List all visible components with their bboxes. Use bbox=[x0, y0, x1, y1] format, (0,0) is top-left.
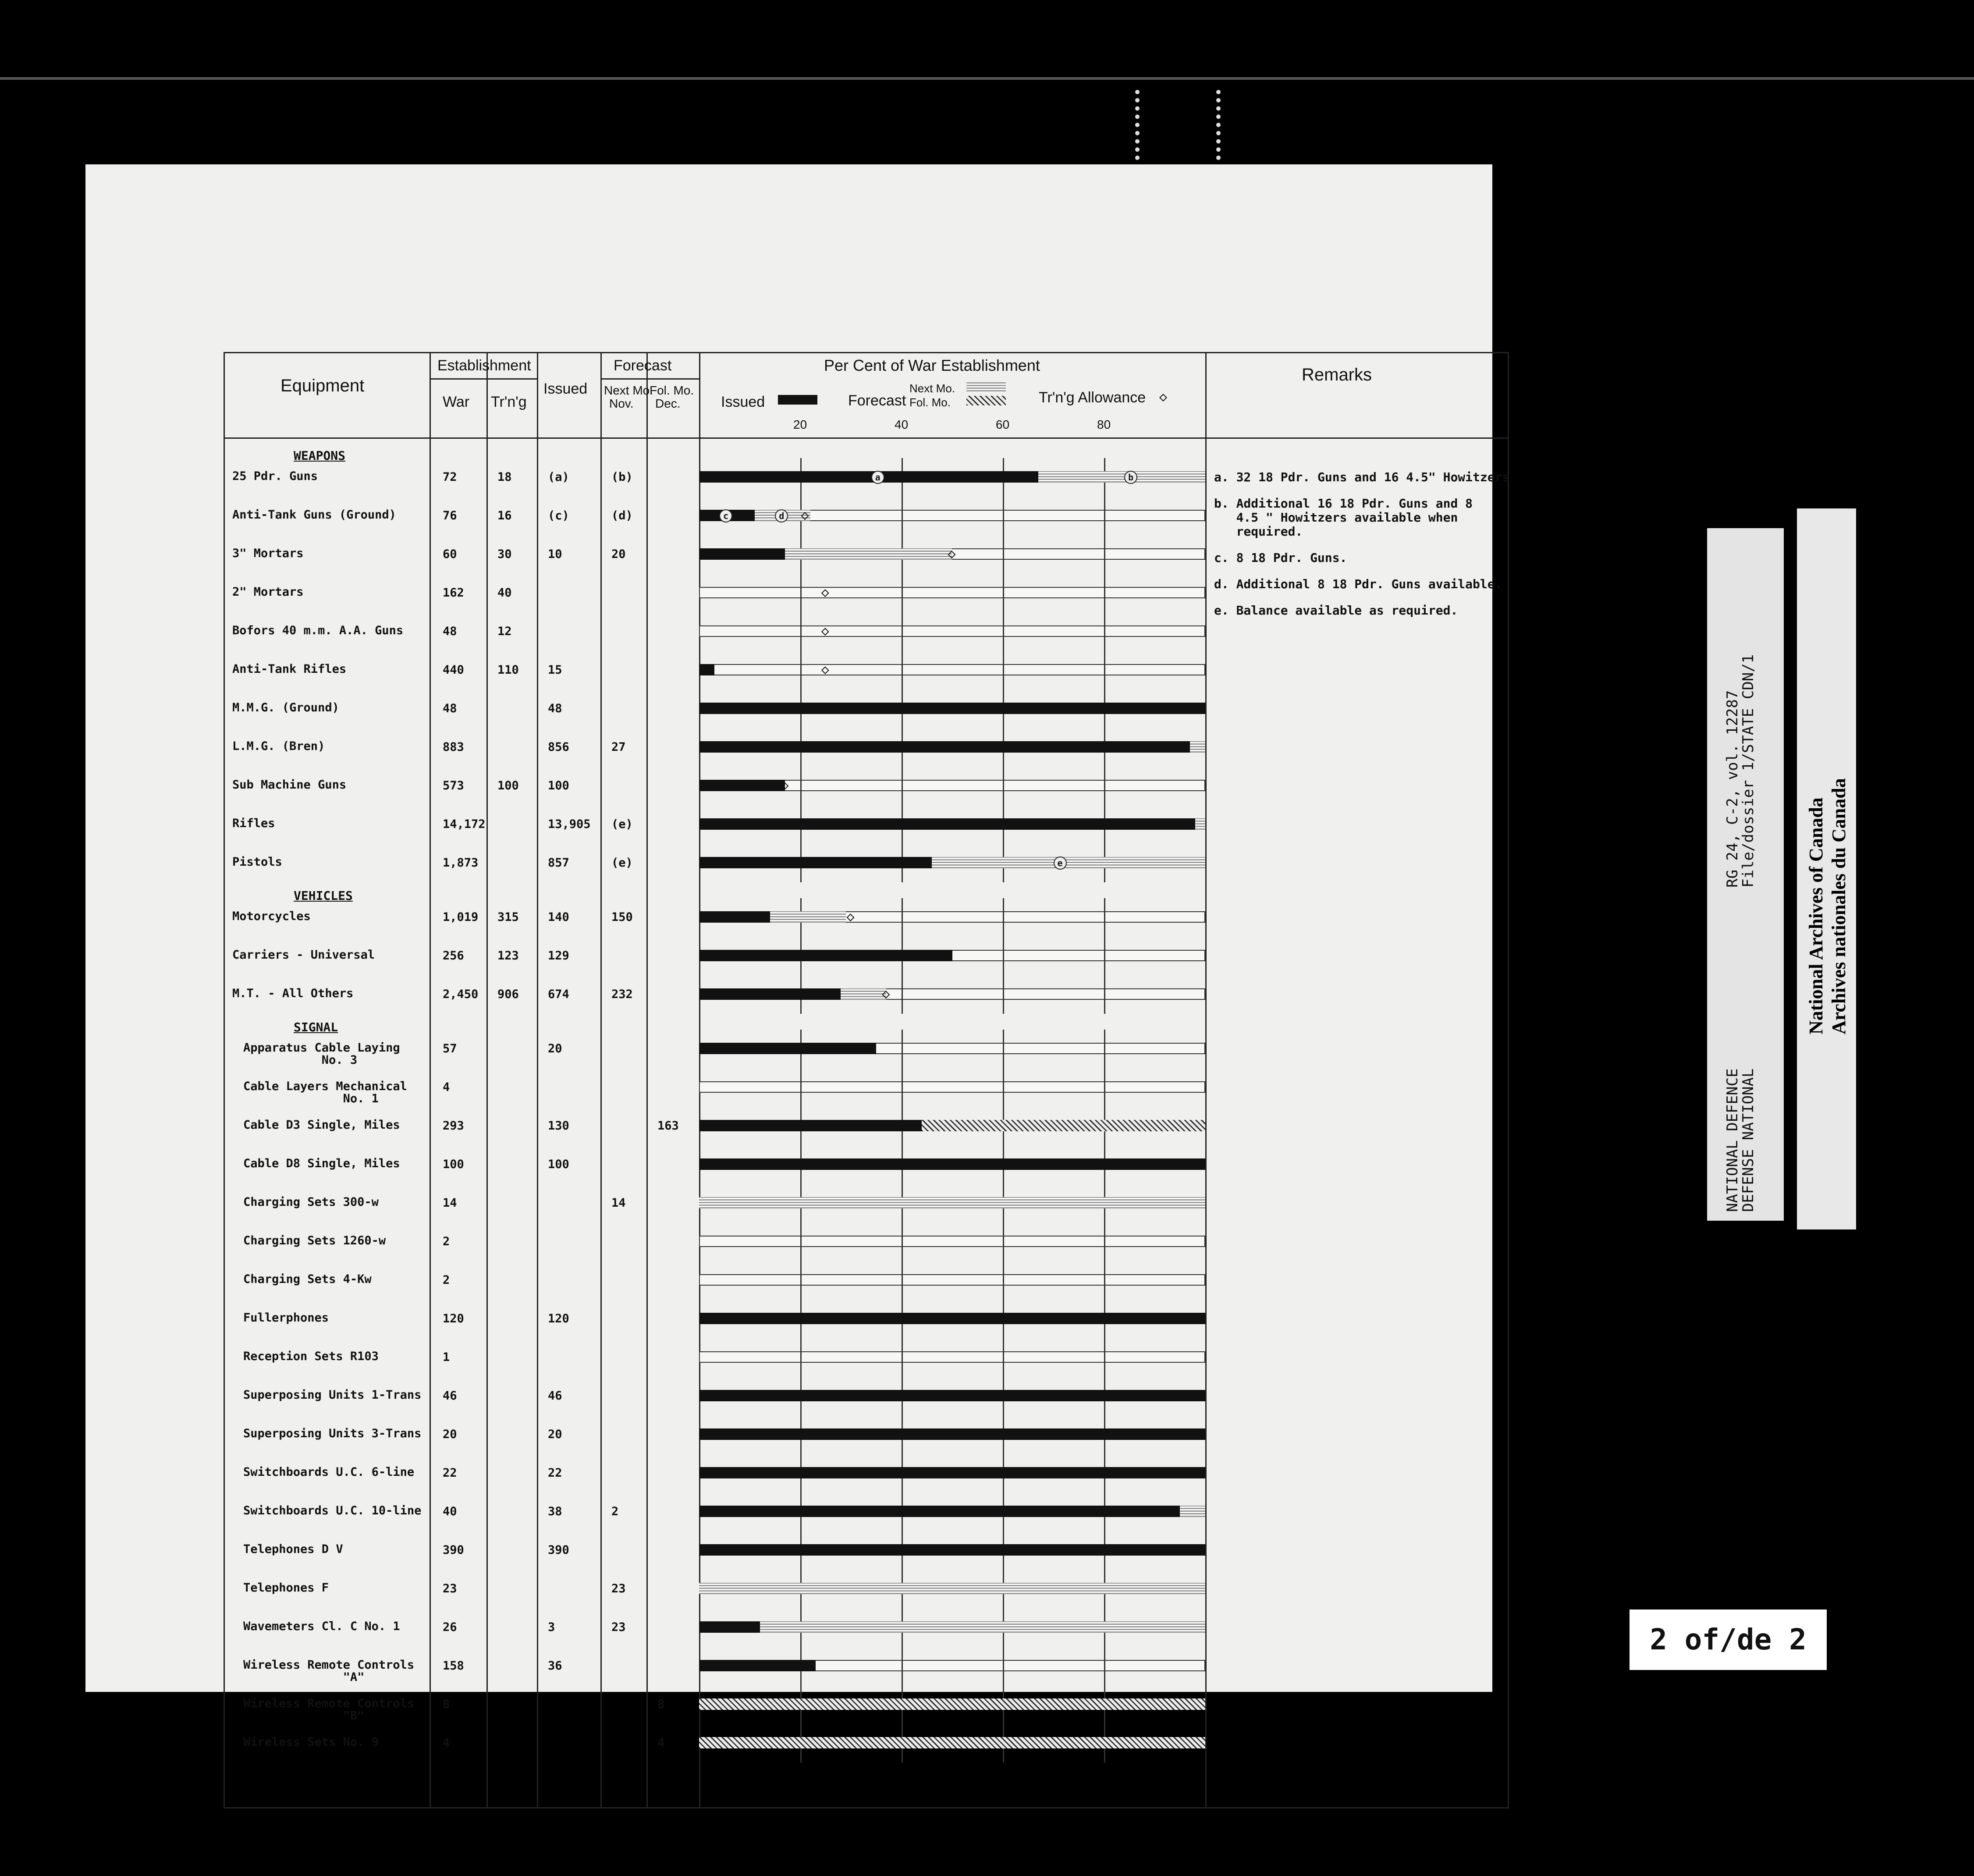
grid-tick bbox=[1003, 898, 1004, 937]
bar-issued bbox=[699, 664, 714, 675]
row-forecast-dec: 163 bbox=[657, 1119, 679, 1133]
archive-reference bbox=[1725, 654, 1756, 888]
row-equipment: Switchboards U.C. 10-line bbox=[243, 1504, 422, 1517]
grid-tick bbox=[1104, 937, 1105, 975]
header-subrule bbox=[600, 378, 699, 380]
row-forecast-nov: 23 bbox=[611, 1620, 626, 1634]
column-rule bbox=[430, 352, 431, 1808]
row-trng: 315 bbox=[497, 910, 519, 924]
grid-tick bbox=[1003, 1030, 1004, 1068]
row-equipment: Wireless Remote Controls "A" bbox=[243, 1658, 415, 1684]
grid-tick bbox=[902, 651, 903, 689]
bar-issued bbox=[699, 548, 785, 560]
bar-issued bbox=[699, 703, 1205, 714]
header-issued: Issued bbox=[543, 380, 588, 397]
row-equipment: Motorcycles bbox=[232, 910, 311, 923]
row-equipment: Telephones D V bbox=[243, 1542, 343, 1556]
column-rule bbox=[537, 352, 538, 1808]
row-war: 4 bbox=[443, 1736, 450, 1750]
header-subrule bbox=[430, 378, 537, 380]
trng-allowance-diamond-icon: ◇ bbox=[846, 909, 855, 924]
row-issued: 129 bbox=[548, 949, 569, 963]
row-equipment: Reception Sets R103 bbox=[243, 1350, 379, 1363]
row-forecast-nov: 27 bbox=[611, 740, 626, 754]
bar-track bbox=[699, 664, 1205, 675]
row-equipment: Switchboards U.C. 6-line bbox=[243, 1465, 415, 1479]
column-rule bbox=[224, 352, 225, 1808]
archives-title bbox=[1805, 778, 1850, 1034]
grid-tick bbox=[1003, 1222, 1004, 1261]
row-war: 20 bbox=[443, 1428, 457, 1441]
grid-tick bbox=[1104, 898, 1105, 937]
grid-tick bbox=[902, 1222, 903, 1261]
legend-trng-diamond-icon: ◇ bbox=[1159, 389, 1168, 405]
grid-tick bbox=[1104, 1261, 1105, 1300]
header-bottom-rule bbox=[224, 437, 1508, 439]
grid-tick bbox=[1003, 767, 1004, 805]
row-forecast-nov: (e) bbox=[611, 817, 633, 831]
trng-allowance-diamond-icon: ◇ bbox=[821, 469, 829, 484]
row-war: 76 bbox=[443, 509, 457, 522]
reference-line: File/dossier 1/STATE CDN/1 bbox=[1740, 654, 1757, 888]
legend-issued-swatch bbox=[778, 395, 817, 405]
row-war: 48 bbox=[443, 625, 457, 638]
row-war: 100 bbox=[443, 1158, 464, 1171]
header-forecast: Forecast bbox=[614, 357, 672, 374]
column-rule bbox=[1508, 352, 1509, 1808]
row-forecast-nov: 20 bbox=[611, 547, 626, 561]
row-issued: (a) bbox=[548, 470, 569, 484]
row-forecast-dec: 4 bbox=[657, 1736, 665, 1750]
column-rule bbox=[646, 352, 648, 1808]
row-war: 26 bbox=[443, 1620, 457, 1634]
axis-tick-label: 40 bbox=[895, 418, 909, 431]
bar-note-marker: b bbox=[1124, 471, 1137, 484]
row-forecast-nov: (e) bbox=[611, 856, 633, 870]
row-issued: 15 bbox=[548, 663, 562, 677]
department-label bbox=[1725, 1068, 1756, 1212]
trng-allowance-diamond-icon: ◇ bbox=[781, 778, 789, 793]
row-forecast-nov: 150 bbox=[611, 910, 633, 924]
grid-tick bbox=[800, 651, 802, 689]
row-trng: 16 bbox=[497, 509, 512, 522]
archive-reference-strip bbox=[1707, 528, 1784, 1221]
bar-issued bbox=[699, 950, 952, 961]
reference-line: RG 24, C-2, vol. 12287 bbox=[1724, 690, 1741, 888]
row-issued: 100 bbox=[548, 779, 569, 792]
row-trng: 110 bbox=[497, 663, 519, 677]
header-fol-mo: Fol. Mo. bbox=[650, 384, 694, 397]
row-issued: 3 bbox=[548, 1620, 555, 1634]
trng-allowance-diamond-icon: ◇ bbox=[948, 546, 956, 561]
remark-note: b. Additional 16 18 Pdr. Guns and 8 4.5 " Howitzers available when required. bbox=[1214, 496, 1473, 539]
trng-allowance-diamond-icon: ◇ bbox=[821, 623, 829, 639]
grid-tick bbox=[800, 1338, 802, 1377]
row-war: 2 bbox=[443, 1235, 450, 1248]
bar-note-marker: c bbox=[719, 509, 732, 522]
row-war: 72 bbox=[443, 470, 457, 484]
row-issued: 48 bbox=[548, 702, 562, 715]
grid-tick bbox=[902, 1338, 903, 1377]
grid-tick bbox=[800, 612, 802, 651]
grid-tick bbox=[1104, 651, 1105, 689]
axis-tick-label: 60 bbox=[996, 418, 1010, 431]
bar-issued bbox=[699, 1506, 1180, 1517]
row-war: 22 bbox=[443, 1466, 457, 1480]
row-war: 883 bbox=[443, 740, 464, 754]
bar-forecast-next bbox=[699, 1583, 1205, 1594]
bar-forecast-following bbox=[699, 1737, 1205, 1748]
row-issued: 36 bbox=[548, 1659, 562, 1673]
row-war: 57 bbox=[443, 1042, 457, 1055]
section-heading: SIGNAL bbox=[294, 1020, 338, 1034]
legend-next-label: Next Mo. bbox=[909, 382, 955, 395]
grid-tick bbox=[902, 497, 903, 535]
grid-tick bbox=[1003, 975, 1004, 1014]
row-issued: 22 bbox=[548, 1466, 562, 1480]
bar-forecast-next bbox=[1195, 818, 1205, 830]
bar-issued bbox=[699, 988, 841, 1000]
row-equipment: Wireless Sets No. 9 bbox=[243, 1735, 379, 1749]
table-top-rule bbox=[224, 352, 1508, 353]
row-forecast-nov: 2 bbox=[611, 1505, 619, 1518]
grid-tick bbox=[902, 1068, 903, 1107]
grid-tick bbox=[1104, 612, 1105, 651]
row-equipment: Apparatus Cable Laying No. 3 bbox=[243, 1041, 400, 1067]
grid-tick bbox=[1104, 975, 1105, 1014]
remark-note: a. 32 18 Pdr. Guns and 16 4.5" Howitzers bbox=[1214, 470, 1510, 484]
grid-tick bbox=[1003, 1338, 1004, 1377]
remark-note: d. Additional 8 18 Pdr. Guns available. bbox=[1214, 577, 1502, 591]
row-issued: 856 bbox=[548, 740, 569, 754]
grid-tick bbox=[1104, 574, 1105, 612]
row-war: 40 bbox=[443, 1505, 457, 1518]
archives-canada-strip bbox=[1797, 508, 1856, 1229]
row-equipment: 3" Mortars bbox=[232, 547, 304, 560]
row-equipment: Superposing Units 1-Trans bbox=[243, 1388, 422, 1402]
grid-tick bbox=[1104, 535, 1105, 574]
bar-track bbox=[699, 587, 1205, 598]
row-equipment: Anti-Tank Rifles bbox=[232, 662, 347, 676]
archives-name-en: National Archives of Canada bbox=[1805, 797, 1827, 1034]
row-equipment: Superposing Units 3-Trans bbox=[243, 1427, 422, 1440]
row-war: 2 bbox=[443, 1273, 450, 1287]
row-war: 4 bbox=[443, 1080, 450, 1094]
row-equipment: Sub Machine Guns bbox=[232, 778, 347, 792]
row-war: 8 bbox=[443, 1698, 450, 1711]
bar-track bbox=[699, 1274, 1205, 1286]
row-equipment: 25 Pdr. Guns bbox=[232, 469, 318, 483]
row-forecast-nov: 232 bbox=[611, 988, 633, 1001]
bar-forecast-next bbox=[1180, 1506, 1205, 1517]
row-equipment: Bofors 40 m.m. A.A. Guns bbox=[232, 624, 404, 637]
row-equipment: Pistols bbox=[232, 855, 282, 869]
row-war: 14 bbox=[443, 1196, 457, 1210]
grid-tick bbox=[902, 1647, 903, 1685]
row-war: 120 bbox=[443, 1312, 464, 1325]
row-issued: 130 bbox=[548, 1119, 569, 1133]
grid-tick bbox=[1003, 612, 1004, 651]
bar-issued bbox=[699, 818, 1195, 830]
row-war: 1 bbox=[443, 1350, 450, 1364]
department-line: DEFENSE NATIONAL bbox=[1740, 1068, 1757, 1212]
row-equipment: 2" Mortars bbox=[232, 585, 304, 599]
bar-issued bbox=[699, 1158, 1205, 1170]
header-war: War bbox=[443, 394, 470, 410]
page-number-label: 2 of/de 2 bbox=[1630, 1610, 1827, 1670]
legend-forecast-label: Forecast bbox=[848, 392, 906, 409]
grid-tick bbox=[902, 574, 903, 612]
row-equipment: Fullerphones bbox=[243, 1311, 329, 1325]
bar-issued bbox=[699, 911, 770, 923]
row-war: 390 bbox=[443, 1543, 464, 1557]
bar-issued bbox=[699, 1544, 1205, 1556]
row-war: 1,019 bbox=[443, 910, 479, 924]
bar-forecast-following bbox=[699, 1698, 1205, 1710]
row-issued: 857 bbox=[548, 856, 569, 870]
legend-issued-label: Issued bbox=[721, 394, 765, 410]
axis-tick-label: 80 bbox=[1097, 418, 1111, 431]
row-war: 293 bbox=[443, 1119, 464, 1133]
trng-allowance-diamond-icon: ◇ bbox=[882, 986, 890, 1002]
bar-forecast-following bbox=[922, 1120, 1205, 1131]
row-issued: 120 bbox=[548, 1312, 569, 1325]
legend-next-swatch bbox=[966, 382, 1006, 391]
bar-issued bbox=[699, 1120, 922, 1131]
legend-fol-swatch bbox=[966, 396, 1006, 405]
grid-tick bbox=[1104, 1338, 1105, 1377]
row-trng: 906 bbox=[497, 988, 519, 1001]
row-issued: 38 bbox=[548, 1505, 562, 1518]
header-next-mo: Next Mo. bbox=[604, 384, 653, 397]
row-issued: 390 bbox=[548, 1543, 569, 1557]
legend-trng-label: Tr'n'g Allowance bbox=[1039, 389, 1146, 406]
row-equipment: Wireless Remote Controls "B" bbox=[243, 1697, 415, 1723]
row-issued: 100 bbox=[548, 1158, 569, 1171]
film-perforation bbox=[1135, 90, 1155, 160]
row-war: 573 bbox=[443, 779, 464, 792]
row-forecast-nov: (d) bbox=[611, 509, 633, 522]
bar-track bbox=[699, 1081, 1205, 1093]
row-issued: 13,905 bbox=[548, 817, 591, 831]
grid-tick bbox=[800, 574, 802, 612]
row-equipment: Charging Sets 4-Kw bbox=[243, 1272, 372, 1286]
row-issued: 46 bbox=[548, 1389, 562, 1403]
row-equipment: M.M.G. (Ground) bbox=[232, 701, 339, 714]
row-war: 158 bbox=[443, 1659, 464, 1673]
row-equipment: Anti-Tank Guns (Ground) bbox=[232, 508, 396, 522]
bar-track bbox=[699, 1236, 1205, 1247]
grid-tick bbox=[902, 975, 903, 1014]
grid-tick bbox=[1003, 937, 1004, 975]
header-dec: Dec. bbox=[655, 397, 681, 410]
row-forecast-nov: 14 bbox=[611, 1196, 626, 1210]
bar-note-marker: d bbox=[775, 509, 788, 522]
grid-tick bbox=[902, 767, 903, 805]
row-equipment: M.T. - All Others bbox=[232, 987, 354, 1000]
row-issued: 10 bbox=[548, 547, 562, 561]
department-line: NATIONAL DEFENCE bbox=[1724, 1068, 1741, 1212]
row-forecast-nov: (b) bbox=[611, 470, 633, 484]
row-trng: 40 bbox=[497, 586, 512, 600]
bar-issued bbox=[699, 1621, 760, 1633]
grid-tick bbox=[1104, 1030, 1105, 1068]
bar-issued bbox=[699, 1467, 1205, 1478]
bar-forecast-next bbox=[760, 1621, 1205, 1633]
grid-tick bbox=[800, 1222, 802, 1261]
column-rule bbox=[486, 352, 488, 1808]
bar-issued bbox=[699, 1390, 1205, 1401]
trng-allowance-diamond-icon: ◇ bbox=[801, 508, 809, 523]
grid-tick bbox=[902, 898, 903, 937]
row-equipment: L.M.G. (Bren) bbox=[232, 739, 325, 753]
row-war: 60 bbox=[443, 547, 457, 561]
column-rule bbox=[1205, 352, 1207, 1808]
bar-issued bbox=[699, 780, 785, 791]
row-war: 48 bbox=[443, 702, 457, 715]
grid-tick bbox=[800, 1261, 802, 1300]
grid-tick bbox=[1003, 535, 1004, 574]
row-equipment: Cable D8 Single, Miles bbox=[243, 1157, 400, 1170]
header-trng: Tr'n'g bbox=[491, 394, 527, 410]
row-issued: (c) bbox=[548, 509, 569, 522]
bar-note-marker: a bbox=[871, 471, 884, 484]
row-equipment: Charging Sets 300-w bbox=[243, 1195, 379, 1209]
bar-issued bbox=[699, 1428, 1205, 1440]
row-war: 46 bbox=[443, 1389, 457, 1403]
bar-issued bbox=[699, 1313, 1205, 1324]
trng-allowance-diamond-icon: ◇ bbox=[821, 585, 829, 600]
grid-tick bbox=[1003, 574, 1004, 612]
grid-tick bbox=[800, 1068, 802, 1107]
trng-allowance-diamond-icon: ◇ bbox=[937, 948, 946, 963]
film-perforation bbox=[1216, 90, 1236, 160]
bar-issued bbox=[699, 1043, 876, 1054]
bar-issued bbox=[699, 1660, 816, 1671]
row-war: 1,873 bbox=[443, 856, 479, 870]
grid-tick bbox=[902, 1261, 903, 1300]
section-heading: WEAPONS bbox=[294, 448, 346, 463]
grid-tick bbox=[1104, 1647, 1105, 1685]
grid-tick bbox=[1104, 1222, 1105, 1261]
grid-tick bbox=[1003, 1068, 1004, 1107]
grid-tick bbox=[1003, 1261, 1004, 1300]
row-trng: 18 bbox=[497, 470, 512, 484]
bar-forecast-next bbox=[1190, 741, 1205, 753]
bar-track bbox=[699, 1351, 1205, 1363]
column-rule bbox=[600, 352, 602, 1808]
grid-tick bbox=[902, 1030, 903, 1068]
row-equipment: Wavemeters Cl. C No. 1 bbox=[243, 1620, 400, 1633]
grid-tick bbox=[1003, 497, 1004, 535]
row-equipment: Telephones F bbox=[243, 1581, 329, 1595]
row-equipment: Cable D3 Single, Miles bbox=[243, 1118, 400, 1132]
bar-issued bbox=[699, 741, 1190, 753]
bar-forecast-next bbox=[841, 988, 886, 1000]
bar-forecast-next bbox=[932, 857, 1205, 868]
bar-issued bbox=[699, 471, 1038, 483]
row-war: 14,172 bbox=[443, 817, 486, 831]
header-remarks: Remarks bbox=[1302, 365, 1372, 384]
bar-forecast-next bbox=[785, 548, 952, 560]
trng-allowance-diamond-icon: ◇ bbox=[821, 662, 829, 677]
row-issued: 674 bbox=[548, 988, 569, 1001]
grid-tick bbox=[902, 612, 903, 651]
row-issued: 20 bbox=[548, 1042, 562, 1055]
header-equipment: Equipment bbox=[280, 376, 365, 395]
grid-tick bbox=[1104, 767, 1105, 805]
grid-tick bbox=[1003, 1647, 1004, 1685]
row-trng: 12 bbox=[497, 625, 512, 638]
row-equipment: Cable Layers Mechanical No. 1 bbox=[243, 1080, 407, 1105]
bar-forecast-next bbox=[699, 1197, 1205, 1208]
row-trng: 100 bbox=[497, 779, 519, 792]
bar-note-marker: e bbox=[1054, 856, 1067, 870]
row-trng: 30 bbox=[497, 547, 512, 561]
row-trng: 123 bbox=[497, 949, 519, 963]
row-war: 162 bbox=[443, 586, 464, 600]
row-equipment: Rifles bbox=[232, 817, 275, 830]
grid-tick bbox=[1104, 1068, 1105, 1107]
row-war: 2,450 bbox=[443, 988, 479, 1001]
row-issued: 140 bbox=[548, 910, 569, 924]
row-issued: 20 bbox=[548, 1428, 562, 1441]
row-equipment: Carriers - Universal bbox=[232, 948, 375, 962]
grid-tick bbox=[1104, 497, 1105, 535]
header-per-cent: Per Cent of War Establishment bbox=[824, 356, 1040, 374]
row-war: 440 bbox=[443, 663, 464, 677]
header-establishment: Establishment bbox=[437, 357, 531, 374]
grid-tick bbox=[1003, 651, 1004, 689]
axis-tick-label: 20 bbox=[793, 418, 807, 431]
bar-forecast-next bbox=[770, 911, 846, 923]
legend-fol-label: Fol. Mo. bbox=[909, 396, 951, 409]
grid-tick bbox=[800, 767, 802, 805]
row-forecast-nov: 23 bbox=[611, 1582, 626, 1595]
row-war: 256 bbox=[443, 949, 464, 963]
table-bottom-rule bbox=[224, 1807, 1508, 1808]
bar-forecast-next bbox=[1038, 471, 1205, 483]
row-war: 23 bbox=[443, 1582, 457, 1595]
document-page bbox=[85, 164, 1510, 1750]
remark-note: e. Balance available as required. bbox=[1214, 603, 1458, 618]
bar-issued bbox=[699, 857, 932, 868]
section-heading: VEHICLES bbox=[294, 888, 353, 903]
film-edge-line bbox=[0, 77, 1974, 80]
equipment-table bbox=[224, 352, 1508, 1807]
remark-note: c. 8 18 Pdr. Guns. bbox=[1214, 551, 1347, 565]
header-nov: Nov. bbox=[609, 397, 634, 410]
archives-name-fr: Archives nationales du Canada bbox=[1828, 778, 1850, 1034]
row-forecast-dec: 8 bbox=[657, 1698, 665, 1711]
row-equipment: Charging Sets 1260-w bbox=[243, 1234, 386, 1247]
bar-track bbox=[699, 625, 1205, 637]
